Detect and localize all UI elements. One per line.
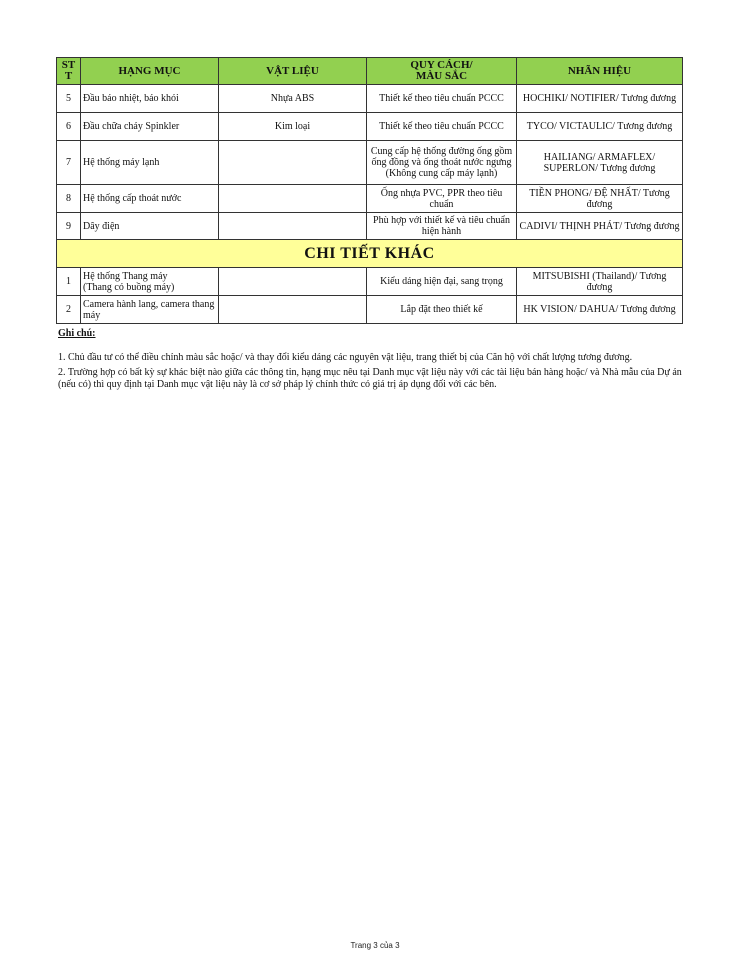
table-row [57, 185, 683, 213]
table-row [57, 85, 683, 113]
cell-hang-muc-line2: (Thang có buồng máy) [83, 281, 175, 293]
cell-hang-muc: Dây điện [81, 213, 219, 240]
header-quy-cach-line2: MÀU SẮC [415, 70, 468, 82]
cell-nhan-hieu: HK VISION/ DAHUA/ Tương đương [517, 296, 683, 324]
cell-quy-cach: Cung cấp hệ thống đường ống gồm ống đồng và ống thoát nước ngưng (Không cung cấp máy lạnh) [367, 141, 517, 185]
cell-nhan-hieu: MITSUBISHI (Thailand)/ Tương đương [517, 268, 683, 296]
cell-quy-cach: Thiết kế theo tiêu chuẩn PCCC [367, 85, 517, 113]
cell-stt: 1 [57, 268, 81, 296]
cell-hang-muc: Đầu báo nhiệt, báo khói [81, 85, 219, 113]
cell-stt: 2 [57, 296, 81, 324]
cell-vat-lieu [219, 268, 367, 296]
cell-nhan-hieu: CADIVI/ THỊNH PHÁT/ Tương đương [517, 213, 683, 240]
header-quy-cach [367, 58, 517, 85]
table-row [57, 296, 683, 324]
cell-quy-cach: Phù hợp với thiết kế và tiêu chuẩn hiện hành [367, 213, 517, 240]
table-row [57, 113, 683, 141]
cell-vat-lieu [219, 141, 367, 185]
section-title: CHI TIẾT KHÁC [57, 240, 683, 268]
cell-vat-lieu: Nhựa ABS [219, 85, 367, 113]
note-1: 1. Chủ đầu tư có thể điều chỉnh màu sắc hoặc/ và thay đổi kiểu dáng các nguyên vật liệu, trang thiết bị của Căn hộ với chất lượng tương đương. [58, 352, 633, 363]
header-stt: STT [57, 58, 81, 85]
cell-vat-lieu [219, 296, 367, 324]
cell-nhan-hieu: HOCHIKI/ NOTIFIER/ Tương đương [517, 85, 683, 113]
cell-hang-muc-line1: Hệ thống Thang máy [83, 270, 168, 282]
cell-quy-cach: Ống nhựa PVC, PPR theo tiêu chuẩn [367, 185, 517, 213]
header-hang-muc: HẠNG MỤC [81, 58, 219, 85]
cell-stt: 5 [57, 85, 81, 113]
table-row [57, 213, 683, 240]
cell-hang-muc [81, 268, 219, 296]
cell-hang-muc: Hệ thống cấp thoát nước [81, 185, 219, 213]
cell-hang-muc: Hệ thống máy lạnh [81, 141, 219, 185]
cell-vat-lieu: Kim loại [219, 113, 367, 141]
table-header-row [57, 58, 683, 85]
cell-hang-muc: Camera hành lang, camera thang máy [81, 296, 219, 324]
cell-nhan-hieu: HAILIANG/ ARMAFLEX/ SUPERLON/ Tương đương [517, 141, 683, 185]
page-footer: Trang 3 của 3 [350, 941, 400, 950]
cell-stt: 8 [57, 185, 81, 213]
cell-nhan-hieu: TYCO/ VICTAULIC/ Tương đương [517, 113, 683, 141]
header-quy-cach-line1: QUY CÁCH/ [410, 59, 473, 71]
cell-hang-muc: Đầu chữa cháy Spinkler [81, 113, 219, 141]
note-2: 2. Trường hợp có bất kỳ sự khác biệt nào giữa các thông tin, hạng mục nêu tại Danh mục vật liệu này với các tài liệu bán hàng hoặc/ và Nhà mẫu của Dự án (nếu có) thì quy định tại Danh mục vật liệu này là cơ sở pháp lý chính thức có giá trị áp dụng đối với các bên. [58, 367, 682, 390]
table-row [57, 268, 683, 296]
cell-vat-lieu [219, 185, 367, 213]
cell-stt: 7 [57, 141, 81, 185]
cell-quy-cach: Lắp đặt theo thiết kế [367, 296, 517, 324]
cell-vat-lieu [219, 213, 367, 240]
cell-stt: 9 [57, 213, 81, 240]
header-vat-lieu: VẬT LIỆU [219, 58, 367, 85]
cell-nhan-hieu: TIỀN PHONG/ ĐỆ NHẤT/ Tương đương [517, 185, 683, 213]
materials-table [56, 57, 683, 324]
section-row [57, 240, 683, 268]
table-row [57, 141, 683, 185]
cell-quy-cach: Thiết kế theo tiêu chuẩn PCCC [367, 113, 517, 141]
notes-title: Ghi chú: [58, 328, 96, 339]
cell-stt: 6 [57, 113, 81, 141]
cell-quy-cach: Kiểu dáng hiện đại, sang trọng [367, 268, 517, 296]
header-nhan-hieu: NHÃN HIỆU [517, 58, 683, 85]
